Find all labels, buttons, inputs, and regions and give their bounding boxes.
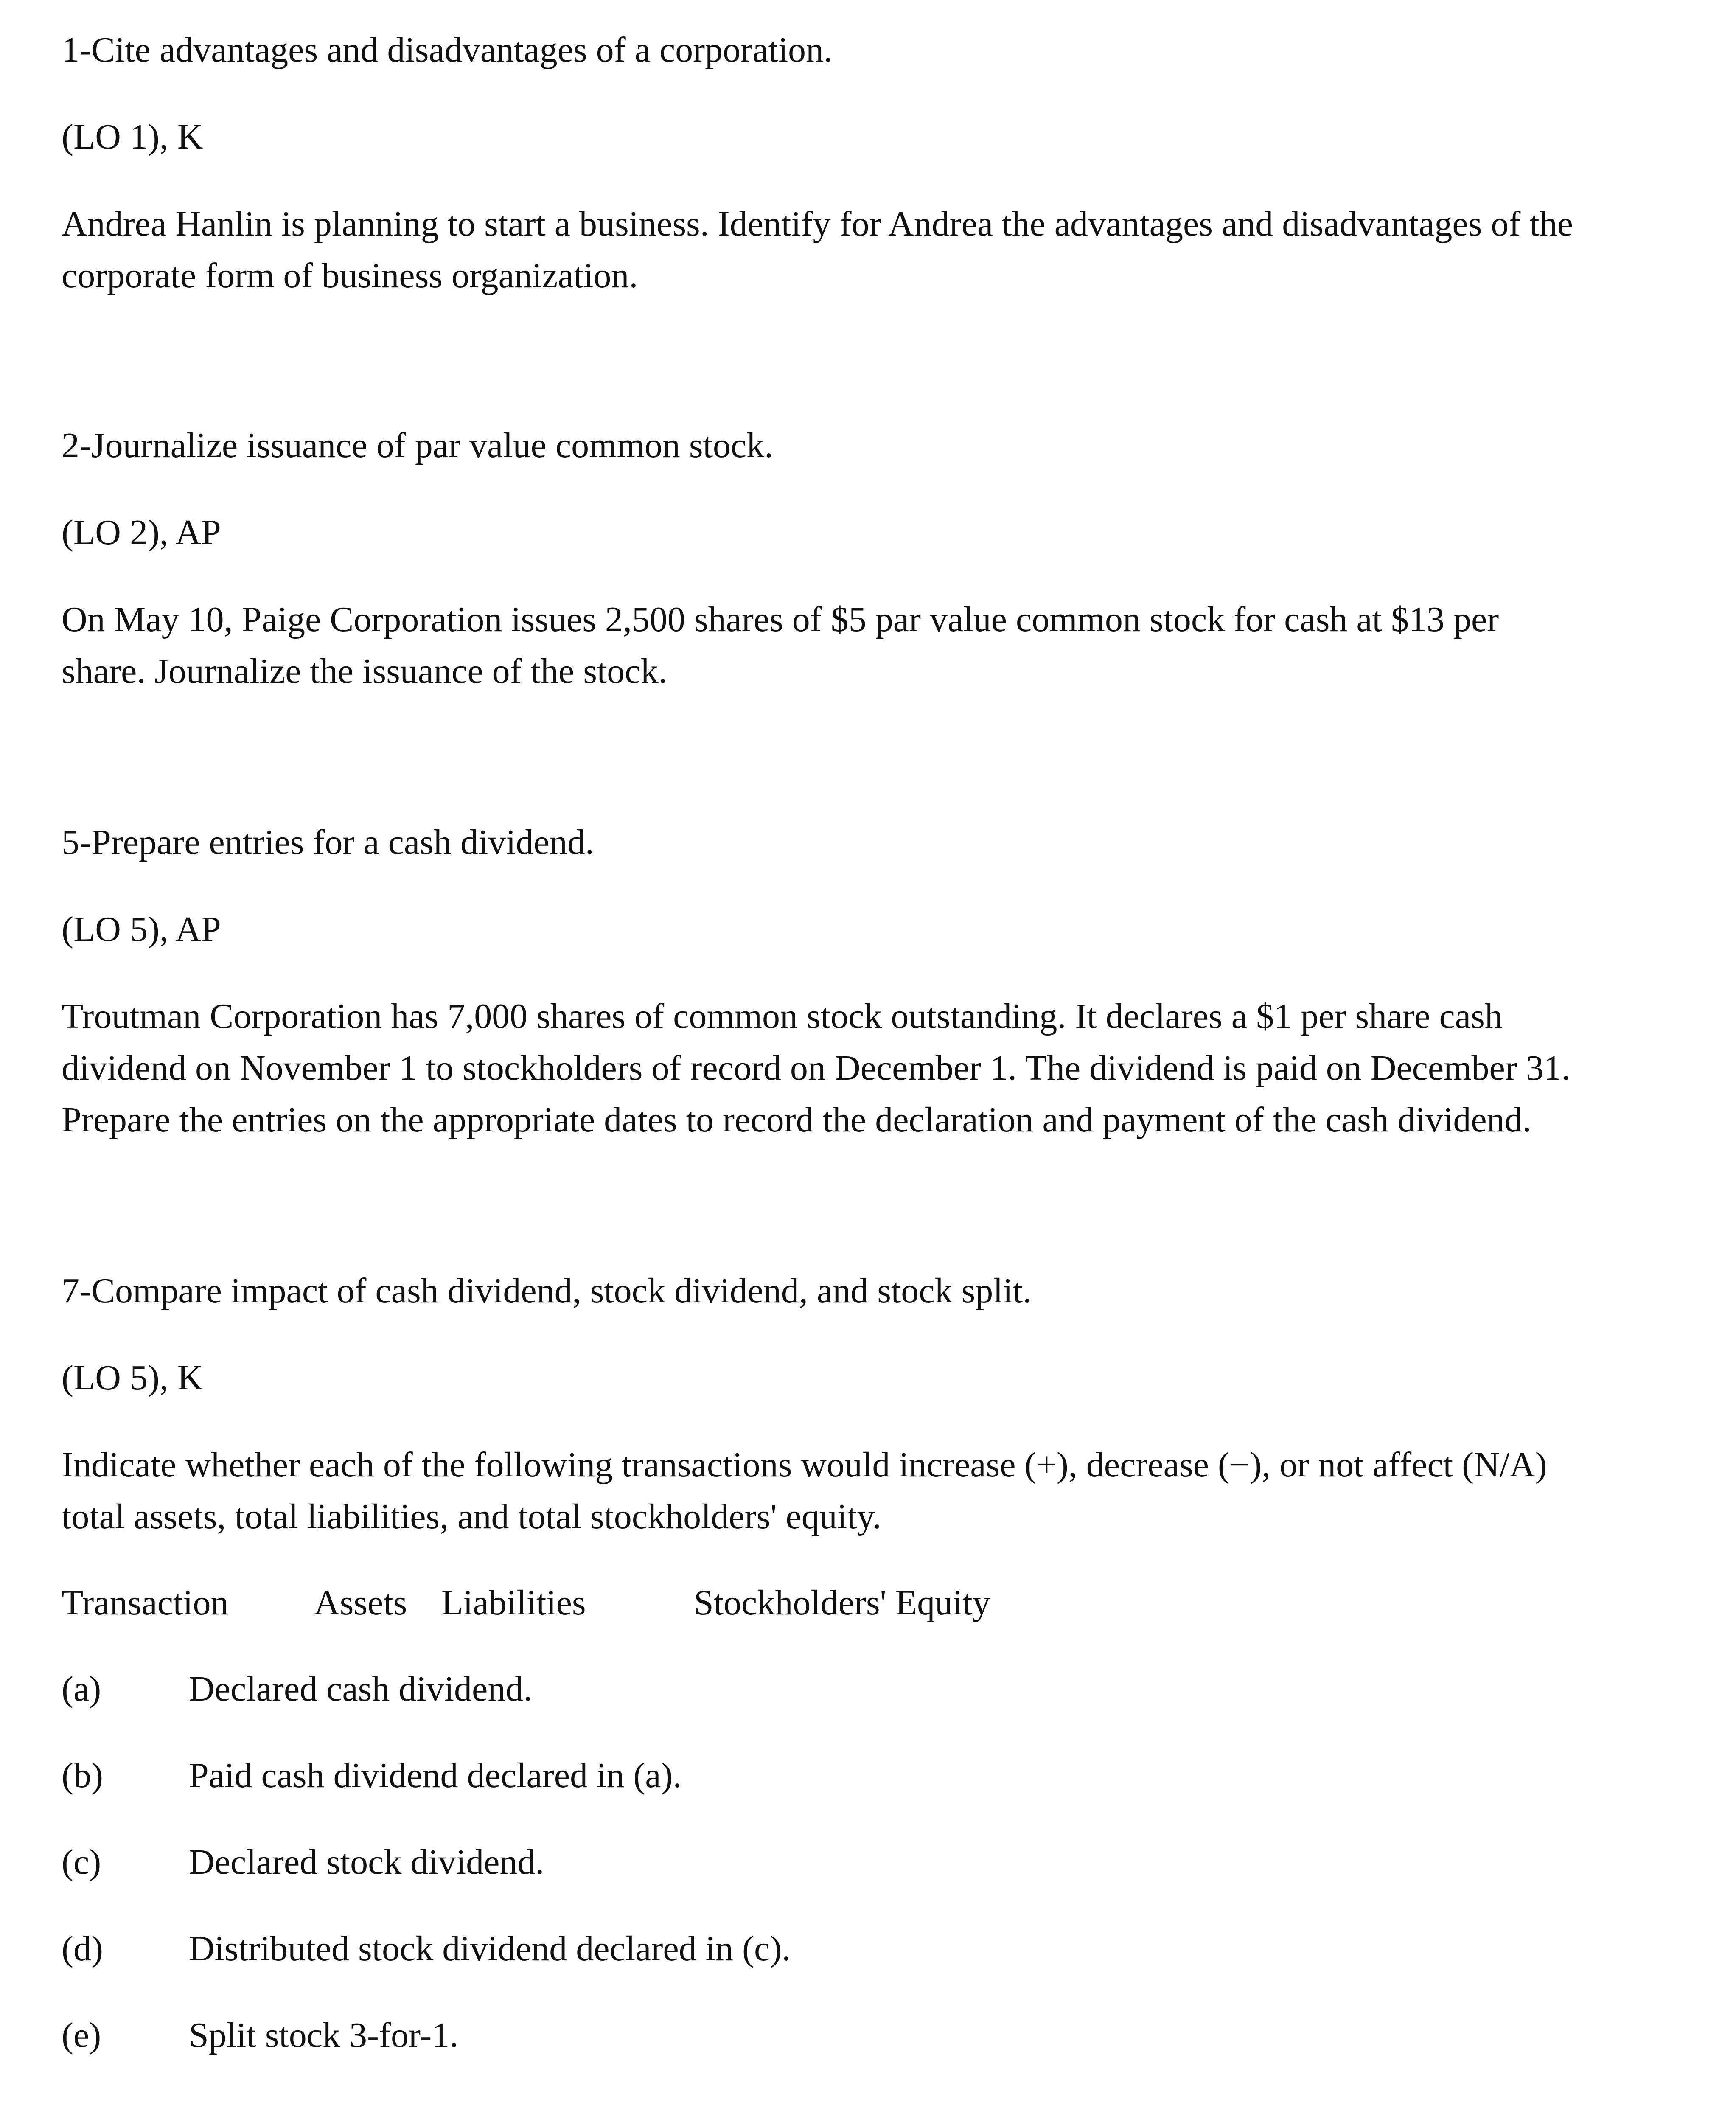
row-description: Declared stock dividend. (189, 1842, 544, 1882)
q7-body-line1: Indicate whether each of the following transactions would increase (+), decrease (−), or not affect (N/A) (62, 1445, 1547, 1485)
q7-lo: (LO 5), K (62, 1358, 203, 1398)
row-description: Declared cash dividend. (189, 1669, 533, 1709)
q7-body-line2: total assets, total liabilities, and total stockholders' equity. (62, 1497, 881, 1536)
q5-body-line2: dividend on November 1 to stockholders of record on December 1. The dividend is paid on December 31. (62, 1048, 1571, 1088)
q5-title: 5-Prepare entries for a cash dividend. (62, 822, 594, 862)
q1-body-line2: corporate form of business organization. (62, 256, 638, 295)
row-letter: (a) (62, 1669, 101, 1709)
q2-lo: (LO 2), AP (62, 513, 221, 552)
row-letter: (e) (62, 2015, 101, 2055)
q5-body-line1: Troutman Corporation has 7,000 shares of common stock outstanding. It declares a $1 per share cash (62, 996, 1503, 1036)
q5-body-line3: Prepare the entries on the appropriate dates to record the declaration and payment of the cash dividend. (62, 1100, 1531, 1140)
row-letter: (c) (62, 1842, 101, 1882)
row-letter: (b) (62, 1756, 103, 1795)
header-assets: Assets (314, 1583, 407, 1622)
row-description: Distributed stock dividend declared in (c). (189, 1929, 791, 1968)
row-description: Split stock 3-for-1. (189, 2015, 459, 2055)
q5-lo: (LO 5), AP (62, 909, 221, 949)
row-description: Paid cash dividend declared in (a). (189, 1756, 682, 1795)
q2-body-line2: share. Journalize the issuance of the stock. (62, 651, 667, 691)
q1-body-line1: Andrea Hanlin is planning to start a business. Identify for Andrea the advantages and disadvantages of the (62, 204, 1573, 244)
q7-title: 7-Compare impact of cash dividend, stock dividend, and stock split. (62, 1271, 1032, 1311)
q2-title: 2-Journalize issuance of par value common stock. (62, 426, 774, 465)
q2-body-line1: On May 10, Paige Corporation issues 2,500 shares of $5 par value common stock for cash at $13 per (62, 600, 1499, 639)
row-letter: (d) (62, 1929, 103, 1968)
header-stockholders-equity: Stockholders' Equity (694, 1583, 990, 1622)
q1-lo: (LO 1), K (62, 117, 203, 157)
header-liabilities: Liabilities (441, 1583, 586, 1622)
header-transaction: Transaction (62, 1583, 229, 1622)
q1-title: 1-Cite advantages and disadvantages of a corporation. (62, 30, 833, 70)
